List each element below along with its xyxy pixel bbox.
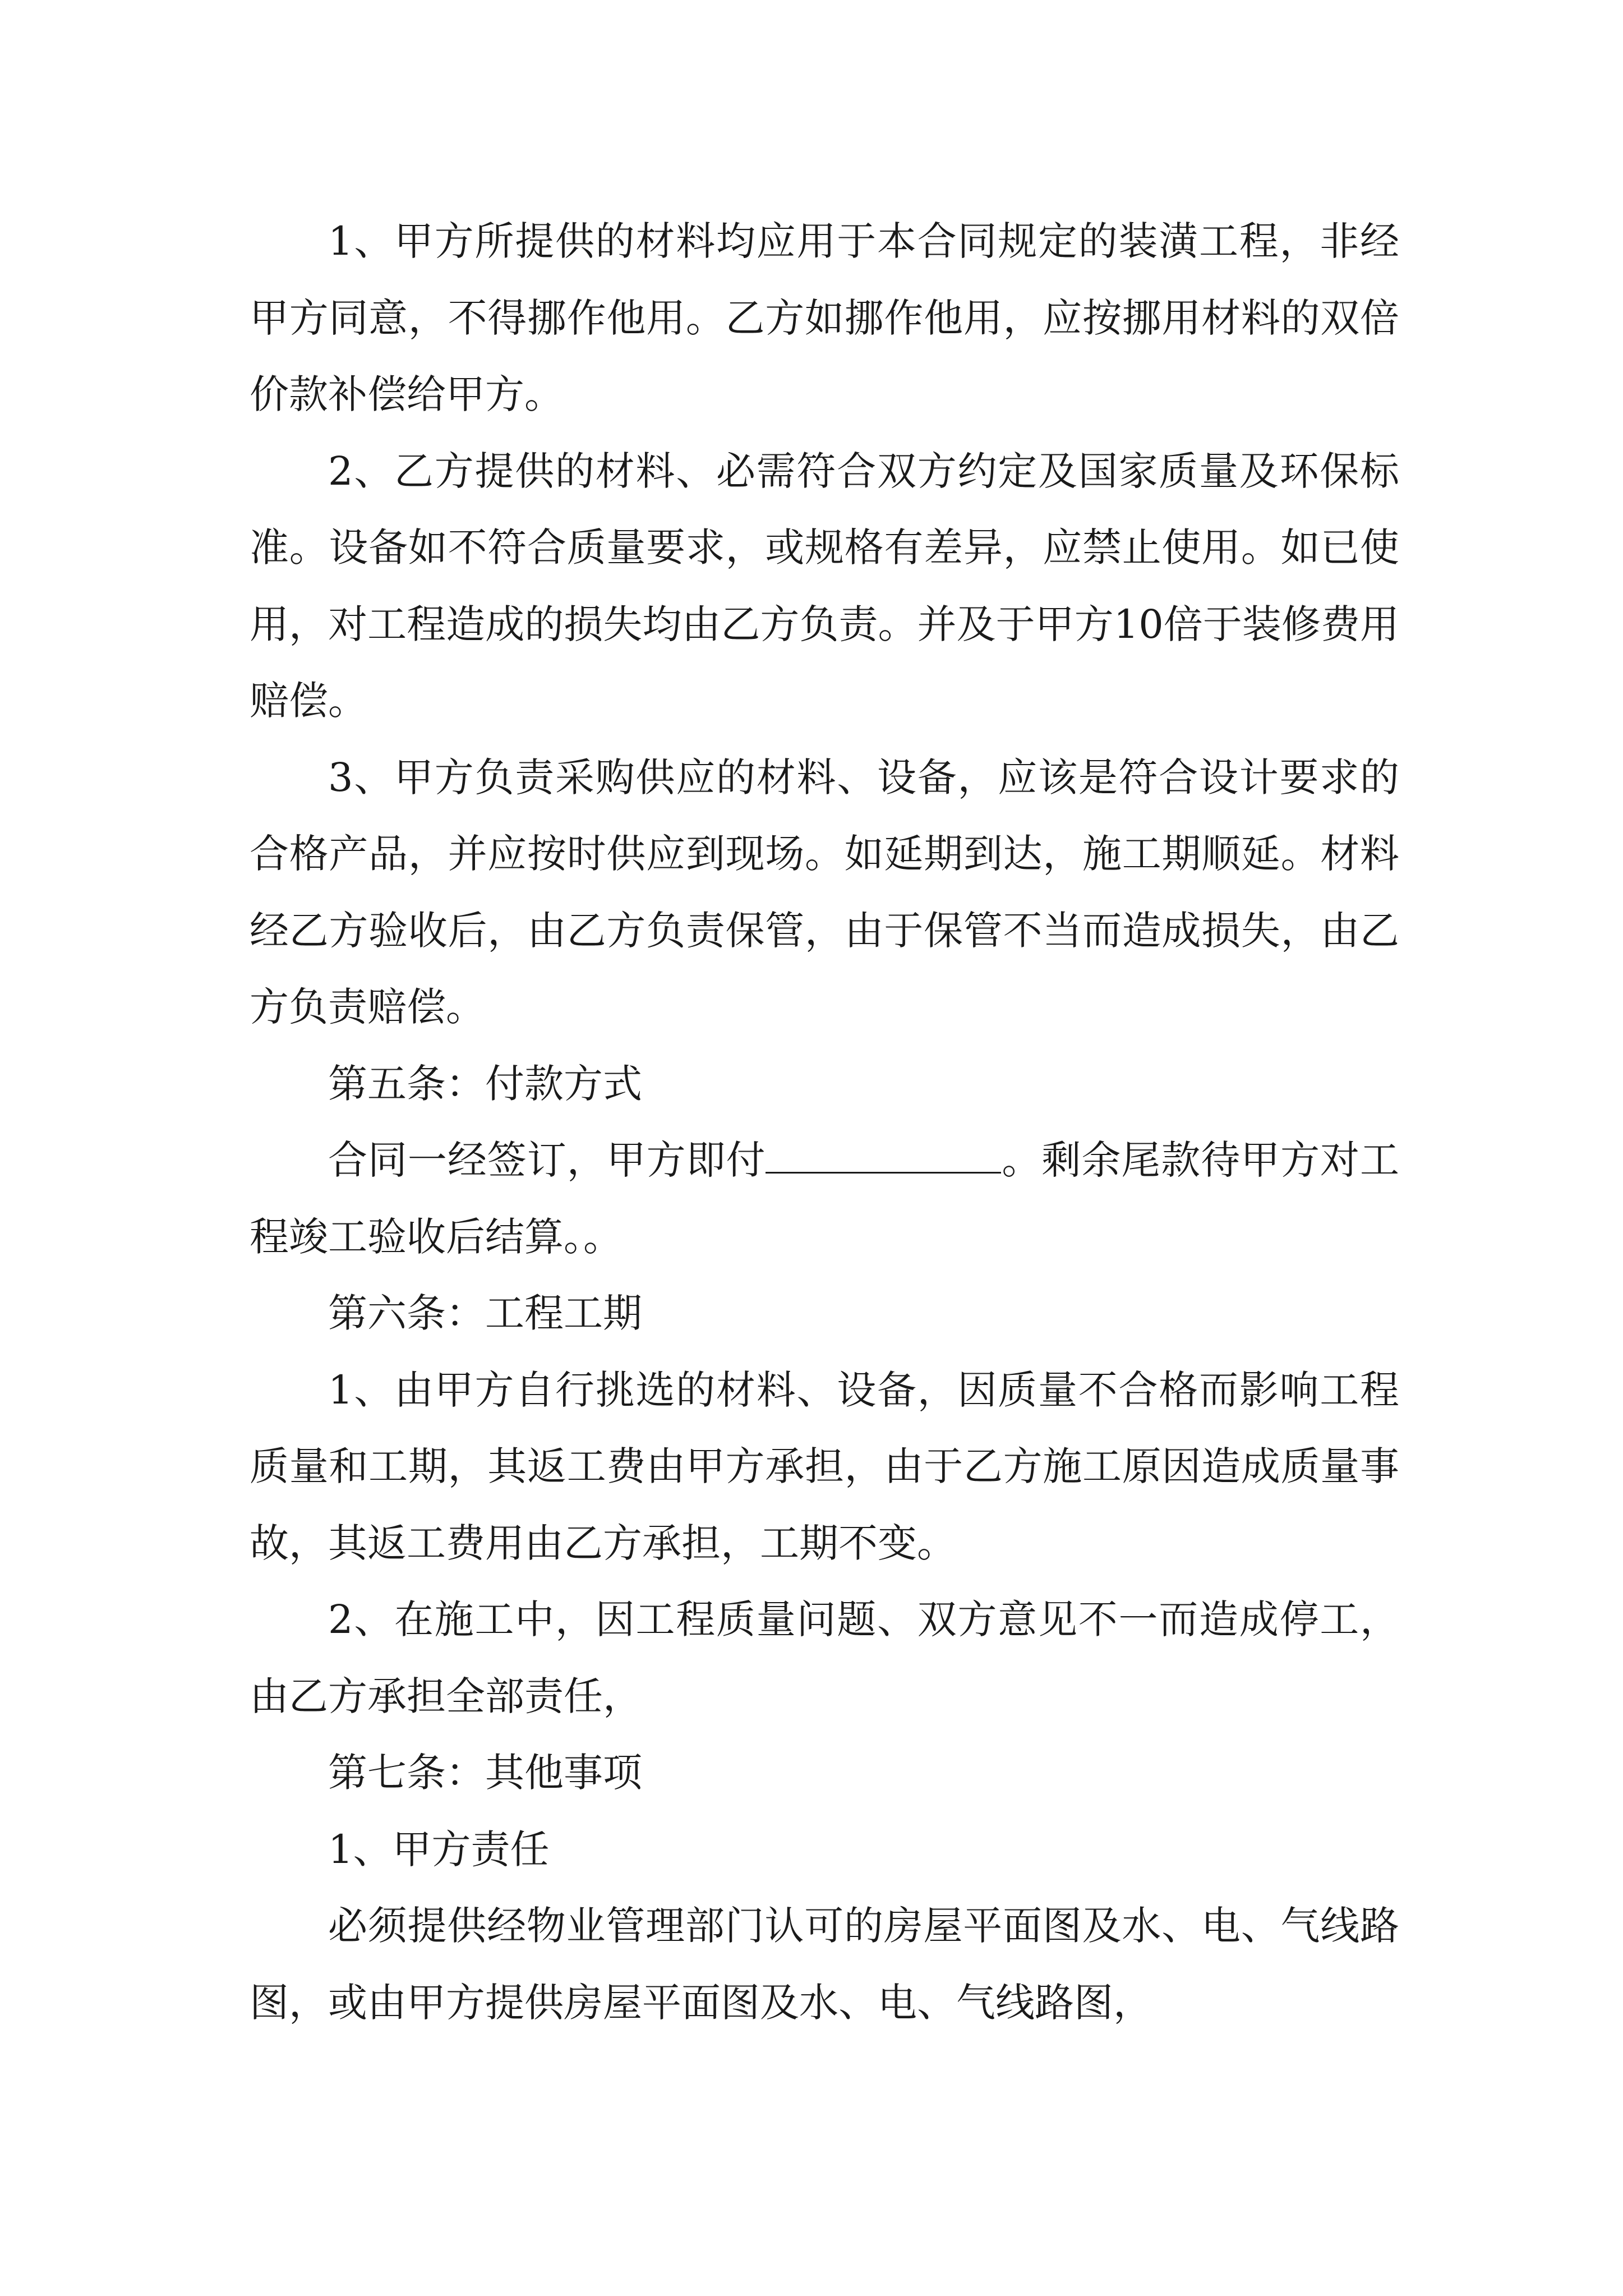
payment-text-after: 。剩余尾款待甲方对工程竣工验收后结算。。 [250, 1137, 1400, 1260]
payment-text-before: 合同一经签订，甲方即付 [328, 1137, 766, 1183]
section-heading-schedule: 第六条：工程工期 [328, 1290, 642, 1336]
clause-materials-usage: 1、甲方所提供的材料均应用于本合同规定的装潢工程，非经甲方同意，不得挪作他用。乙方如挪作他用，应按挪用材料的双倍价款补偿给甲方。 [250, 218, 1399, 417]
section-heading-payment: 第五条：付款方式 [328, 1060, 642, 1107]
subheading-party-a-duties: 1、甲方责任 [328, 1826, 550, 1872]
payment-amount-blank [766, 1171, 1001, 1174]
section-heading-other: 第七条：其他事项 [328, 1750, 642, 1796]
document-body [250, 203, 1399, 2041]
clause-payment-terms [250, 1122, 1399, 1275]
clause-material-standards: 2、乙方提供的材料、必需符合双方约定及国家质量及环保标准。设备如不符合质量要求，或规格有差异，应禁止使用。如已使用，对工程造成的损失均由乙方负责。并及于甲方10倍于装修费用赔偿。 [250, 448, 1399, 724]
clause-work-stoppage: 2、在施工中，因工程质量问题、双方意见不一而造成停工，由乙方承担全部责任， [250, 1596, 1399, 1719]
clause-material-procurement: 3、甲方负责采购供应的材料、设备，应该是符合设计要求的合格产品，并应按时供应到现场。如延期到达，施工期顺延。材料经乙方验收后，由乙方负责保管，由于保管不当而造成损失，由乙方负责赔偿。 [250, 754, 1399, 1030]
clause-floor-plans: 必须提供经物业管理部门认可的房屋平面图及水、电、气线路图，或由甲方提供房屋平面图及水、电、气线路图， [250, 1903, 1399, 2026]
clause-rework-cost: 1、由甲方自行挑选的材料、设备，因质量不合格而影响工程质量和工期，其返工费由甲方承担，由于乙方施工原因造成质量事故，其返工费用由乙方承担，工期不变。 [250, 1366, 1399, 1566]
